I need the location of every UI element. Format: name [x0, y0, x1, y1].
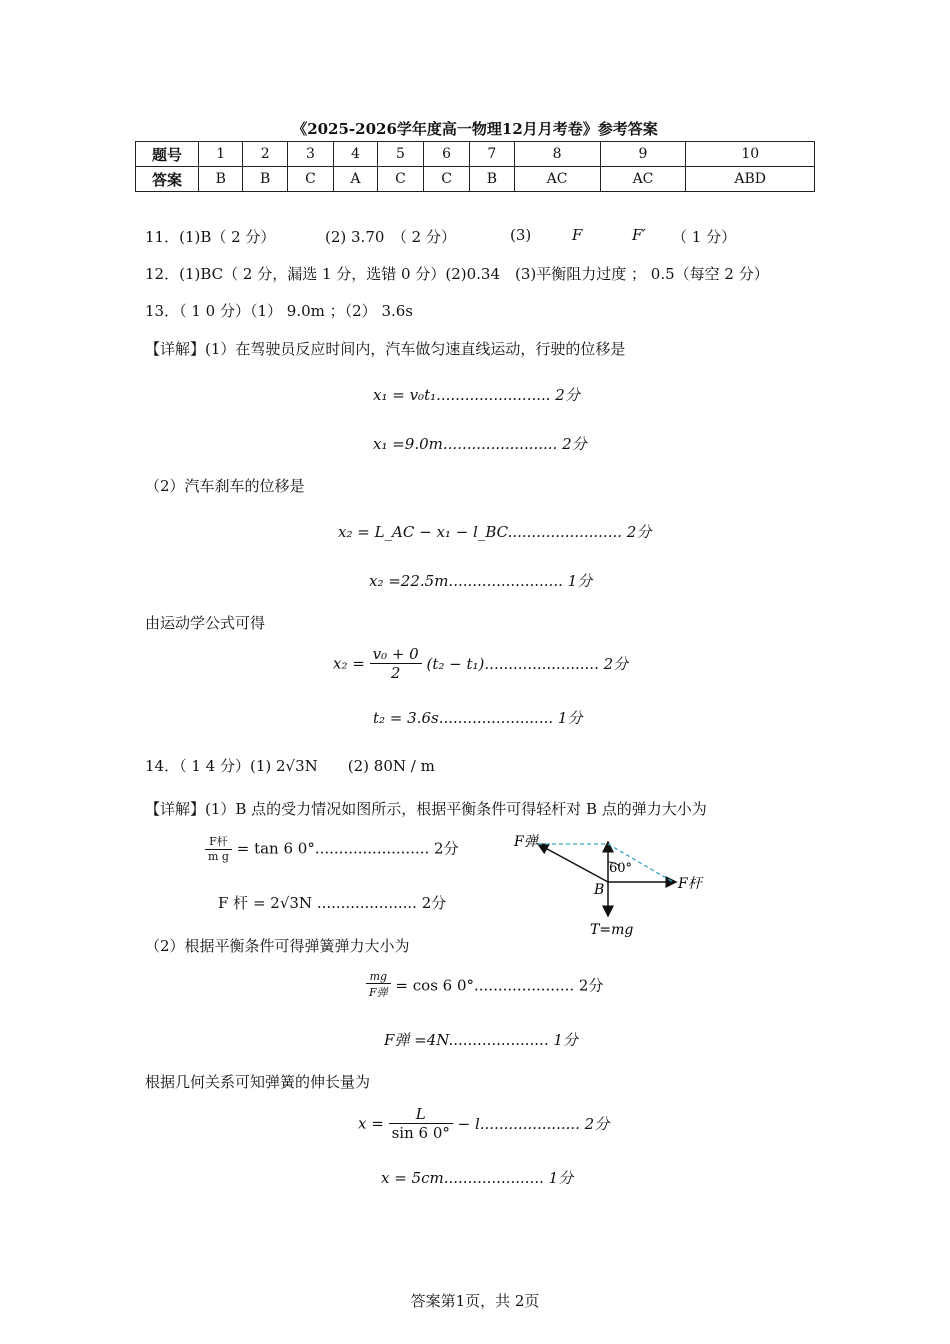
table-cell: C	[287, 167, 333, 192]
point-b-label: B	[594, 882, 605, 898]
table-cell: ABD	[686, 167, 815, 192]
q11-force-f: F	[572, 226, 583, 244]
q14-eq5-rest: − l..................... 2分	[457, 1115, 610, 1133]
spring-force-arrow	[538, 844, 608, 882]
table-cell: 1	[199, 142, 243, 167]
table-row-label: 答案	[136, 167, 199, 192]
q13-eq6: t₂ = 3.6s........................ 1分	[373, 709, 583, 727]
q14-eq1-denominator: m g	[208, 850, 229, 863]
table-row	[136, 142, 815, 167]
tension-label: T=mg	[590, 922, 634, 938]
table-cell: B	[199, 167, 243, 192]
rod-force-label: F杆	[678, 876, 702, 892]
table-cell: 5	[377, 142, 423, 167]
q14-eq5	[358, 1105, 609, 1142]
table-row-label: 题号	[136, 142, 199, 167]
q13-eq2: x₁ =9.0m........................ 2分	[373, 435, 587, 453]
q14-eq5-left: x =	[358, 1114, 384, 1133]
table-cell: 7	[470, 142, 514, 167]
page-title: 《2025-2026学年度高一物理12月月考卷》参考答案	[292, 120, 658, 138]
table-cell: 4	[334, 142, 378, 167]
q13-kinematics: 由运动学公式可得	[145, 614, 266, 632]
q14-geometry: 根据几何关系可知弹簧的伸长量为	[145, 1073, 371, 1091]
q11-part3: (3)	[510, 226, 532, 244]
q14-eq3	[366, 970, 603, 1000]
q14-eq5-denominator: sin 6 0°	[391, 1124, 450, 1142]
table-cell: 9	[600, 142, 686, 167]
table-cell: AC	[514, 167, 600, 192]
q12-answer: 12．(1)BC（ 2 分，漏选 1 分，选错 0 分）(2)0.34 (3)平衡阻力过度 ； 0.5（每空 2 分）	[145, 265, 769, 283]
table-cell: 8	[514, 142, 600, 167]
table-cell: C	[423, 167, 469, 192]
force-diagram	[508, 828, 708, 940]
q14-eq6: x = 5cm..................... 1分	[381, 1169, 574, 1187]
q14-eq2: F 杆 = 2√3N ..................... 2分	[218, 894, 447, 912]
q14-part2: （2）根据平衡条件可得弹簧弹力大小为	[145, 937, 410, 955]
q14-eq5-numerator: L	[389, 1105, 453, 1124]
q14-eq3-denominator: F弹	[369, 986, 388, 999]
spring-force-label: F弹	[514, 834, 538, 850]
table-cell: A	[334, 167, 378, 192]
q14-detail: 【详解】(1）B 点的受力情况如图所示，根据平衡条件可得轻杆对 B 点的弹力大小为	[145, 800, 707, 818]
table-cell: 10	[686, 142, 815, 167]
page-footer: 答案第1页，共 2页	[410, 1292, 540, 1310]
q13-eq1: x₁ = v₀t₁........................ 2分	[373, 386, 580, 404]
q13-header: 13．（ 1 0 分）（1） 9.0m ；（2） 3.6s	[145, 302, 414, 320]
table-cell: 6	[423, 142, 469, 167]
q13-eq5-rest: (t₂ − t₁)........................ 2分	[426, 655, 629, 673]
table-row	[136, 167, 815, 192]
q13-eq5-numerator: v₀ + 0	[370, 645, 422, 664]
q11-force-f-prime: F′	[632, 226, 646, 244]
table-cell: C	[377, 167, 423, 192]
q13-part2: （2）汽车刹车的位移是	[145, 477, 305, 495]
q14-eq3-rest: = cos 6 0°..................... 2分	[395, 976, 604, 995]
q14-eq1	[205, 833, 459, 863]
q11-score: （ 1 分）	[672, 228, 737, 246]
q14-eq1-rest: = tan 6 0°........................ 2分	[236, 839, 459, 858]
q13-eq5-denominator: 2	[390, 664, 401, 682]
q14-eq4: F弹 =4N..................... 1分	[384, 1031, 578, 1049]
table-cell: B	[243, 167, 287, 192]
q13-eq4: x₂ =22.5m........................ 1分	[369, 572, 593, 590]
table-cell: 2	[243, 142, 287, 167]
answer-table	[135, 141, 815, 192]
q11-part1: 11．(1)B（ 2 分）	[145, 228, 276, 246]
q11-part2: (2) 3.70 （ 2 分）	[325, 228, 456, 246]
q13-eq3: x₂ = L_AC − x₁ − l_BC........................ 2分	[338, 523, 652, 541]
q14-header: 14．（ 1 4 分）(1) 2√3N (2) 80N / m	[145, 757, 435, 775]
q14-eq1-numerator: F杆	[205, 833, 232, 850]
table-cell: B	[470, 167, 514, 192]
q14-eq3-numerator: mg	[366, 970, 391, 984]
q13-detail: 【详解】(1）在驾驶员反应时间内，汽车做匀速直线运动，行驶的位移是	[145, 340, 626, 358]
q13-eq5: x₂ = $\frac{\text{v₀ + 0}}{2}$ (t₂ − t₁)........................ 2分	[333, 645, 629, 682]
angle-label: 60°	[609, 861, 633, 876]
table-cell: 3	[287, 142, 333, 167]
table-cell: AC	[600, 167, 686, 192]
